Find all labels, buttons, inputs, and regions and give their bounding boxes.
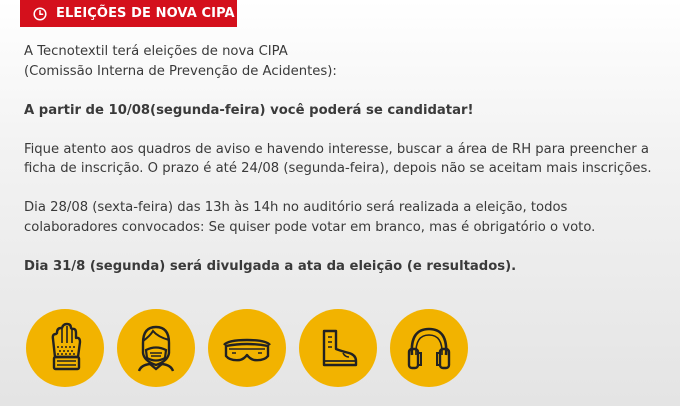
header-title: ELEIÇÕES DE NOVA CIPA — [56, 6, 235, 21]
safety-boot-icon — [299, 309, 377, 387]
candidacy-highlight: A partir de 10/08(segunda-feira) você poderá se candidatar! — [24, 102, 474, 118]
results-highlight: Dia 31/8 (segunda) será divulgada a ata da eleição (e resultados). — [24, 258, 517, 274]
registration-paragraph: Fique atento aos quadros de aviso e havendo interesse, buscar a área de RH para preencher a ficha de inscrição. O prazo é até 24/08 (segunda-feira), depois não se aceitam mais inscrições. — [24, 141, 652, 176]
announcement-body — [24, 42, 664, 296]
intro-line-2: (Comissão Interna de Prevenção de Acidentes): — [24, 63, 337, 79]
ear-protection-icon — [390, 309, 468, 387]
election-paragraph: Dia 28/08 (sexta-feira) das 13h às 14h no auditório será realizada a eleição, todos colaboradores convocados: Se quiser pode votar em branco, mas é obrigatório o voto. — [24, 200, 596, 235]
header-badge — [20, 0, 237, 27]
safety-glove-icon — [26, 309, 104, 387]
clock-icon — [33, 7, 47, 21]
ppe-icons-row — [26, 309, 468, 387]
safety-goggles-icon — [208, 309, 286, 387]
dust-mask-icon — [117, 309, 195, 387]
intro-paragraph — [24, 42, 664, 81]
intro-line-1: A Tecnotextil terá eleições de nova CIPA — [24, 44, 288, 59]
